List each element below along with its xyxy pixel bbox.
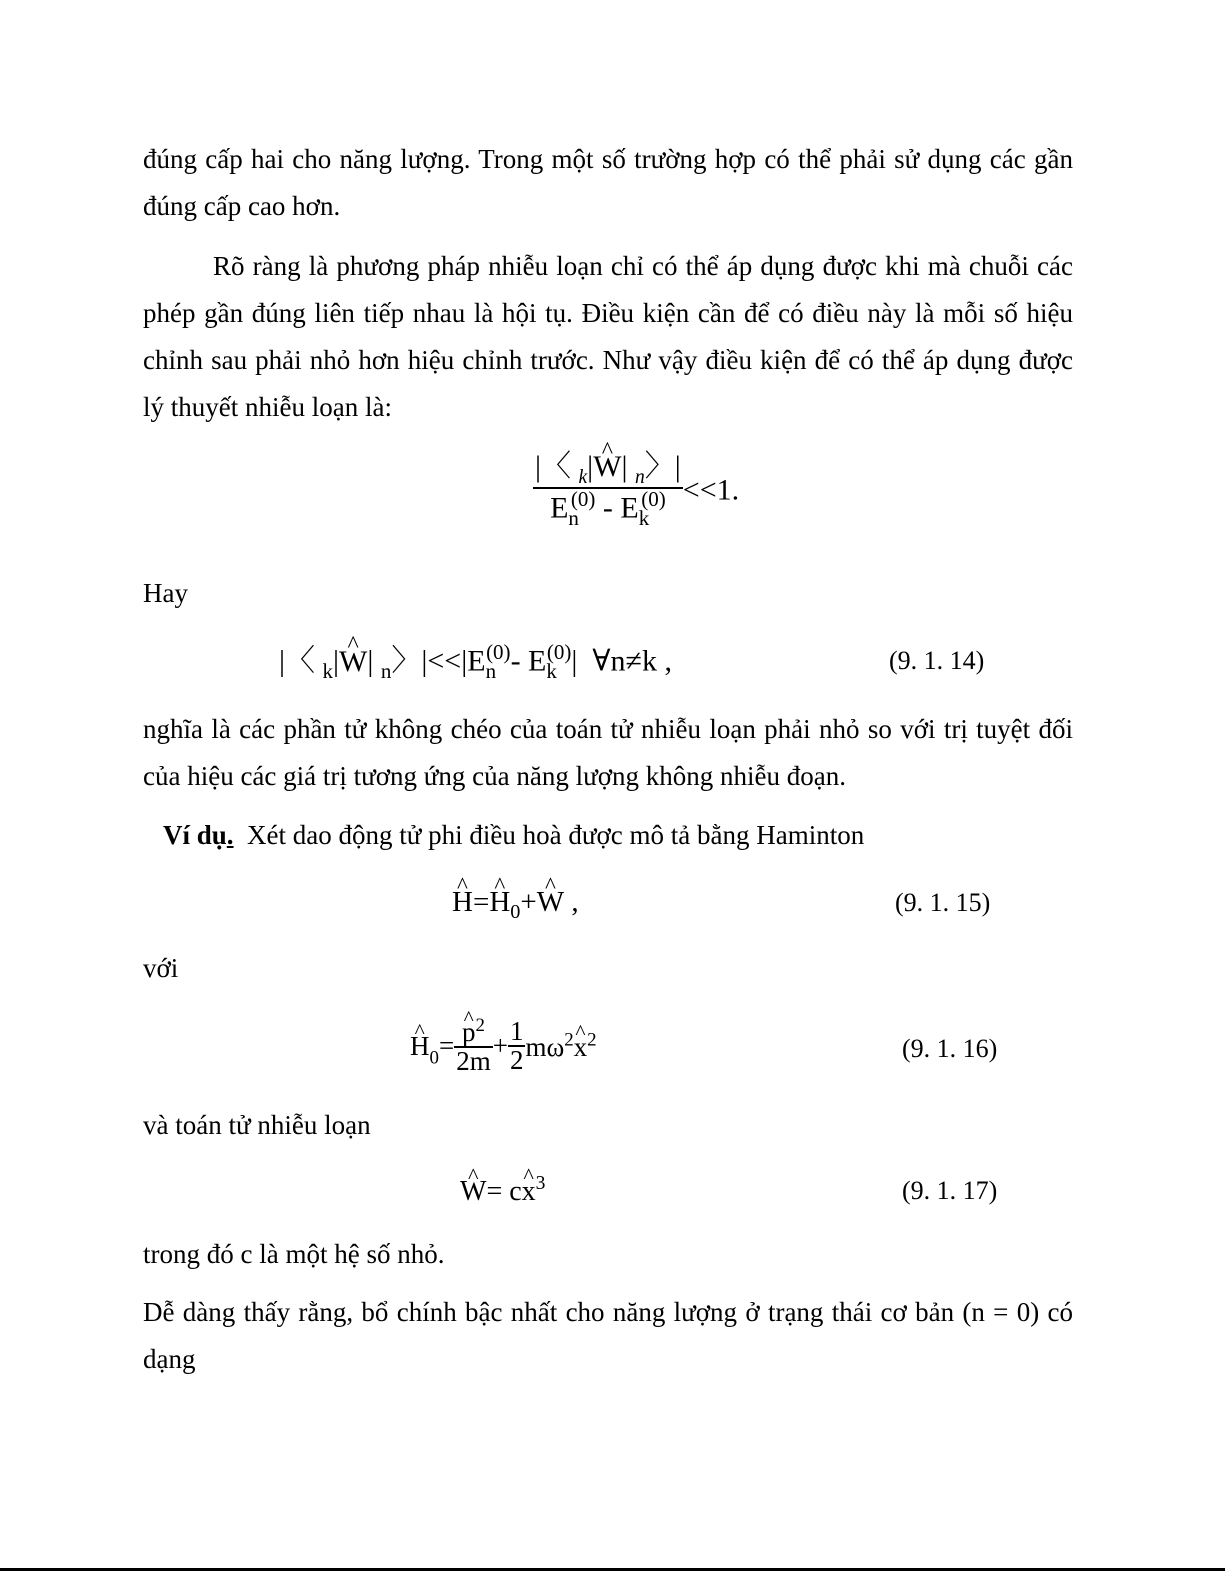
example-line: Ví dụ. Xét dao động tử phi điều hoà được mô tả bằng Haminton [163, 820, 865, 850]
equation-number-14: (9. 1. 14) [889, 646, 985, 675]
example-text: Xét dao động tử phi điều hoà được mô tả bằng Haminton [247, 820, 865, 850]
example-label: Ví dụ [163, 820, 227, 850]
paragraph-2: Rõ ràng là phương pháp nhiễu loạn chỉ có thể áp dụng được khi mà chuỗi các phép gần đúng liên tiếp nhau là hội tụ. Điều kiện cần để có điều này là mỗi số hiệu chỉnh sau phải nhỏ hơn hiệu chỉnh trước. Như vậy điều kiện để có thể áp dụng được lý thuyết nhiễu loạn là: [143, 251, 1073, 422]
equation-number-15: (9. 1. 15) [895, 888, 991, 917]
paragraph-1: đúng cấp hai cho năng lượng. Trong một số trường hợp có thể phải sử dụng các gần đúng cấp cao hơn. [143, 144, 1073, 221]
formula-9-1-16: ^ $H_0=$ ^ $\frac{p^2}{2m}$ + $\frac{1}{2}$ $m\omega^2\^{}$ $x^2$ [410, 1017, 597, 1075]
formula-9-1-17: ^ W= c^ $x^3$ [460, 1174, 545, 1206]
paragraph-4: và toán tử nhiễu loạn [143, 1110, 371, 1140]
condition-formula: $\frac{|〈 _k|\^{} W| _n〉|}{E_n^{(0)} - E_k^{(0)}}$ <<1. [533, 452, 739, 529]
equation-number-17: (9. 1. 17) [902, 1176, 998, 1205]
paragraph-6: Dễ dàng thấy rằng, bổ chính bậc nhất cho năng lượng ở trạng thái cơ bản (n = 0) có dạng [143, 1297, 1073, 1374]
hay-label: Hay [143, 578, 188, 608]
paragraph-5: trong đó c là một hệ số nhỏ. [143, 1239, 445, 1269]
voi-label: với [143, 953, 179, 983]
formula-9-1-14: |〈 $_k$|^ W| $_n$〉$|<<|E_n^{(0)}-$ $E_k^{(0)}|$ ∀n≠k , [279, 642, 672, 682]
formula-9-1-15: ^ H=^ $H_0+\^{}$ W , [452, 888, 579, 922]
paragraph-3: nghĩa là các phần tử không chéo của toán tử nhiễu loạn phải nhỏ so với trị tuyệt đối của hiệu các giá trị tương ứng của năng lượng không nhiễu đoạn. [143, 714, 1073, 791]
equation-number-16: (9. 1. 16) [902, 1034, 998, 1063]
page-bottom-rule [0, 1568, 1225, 1571]
